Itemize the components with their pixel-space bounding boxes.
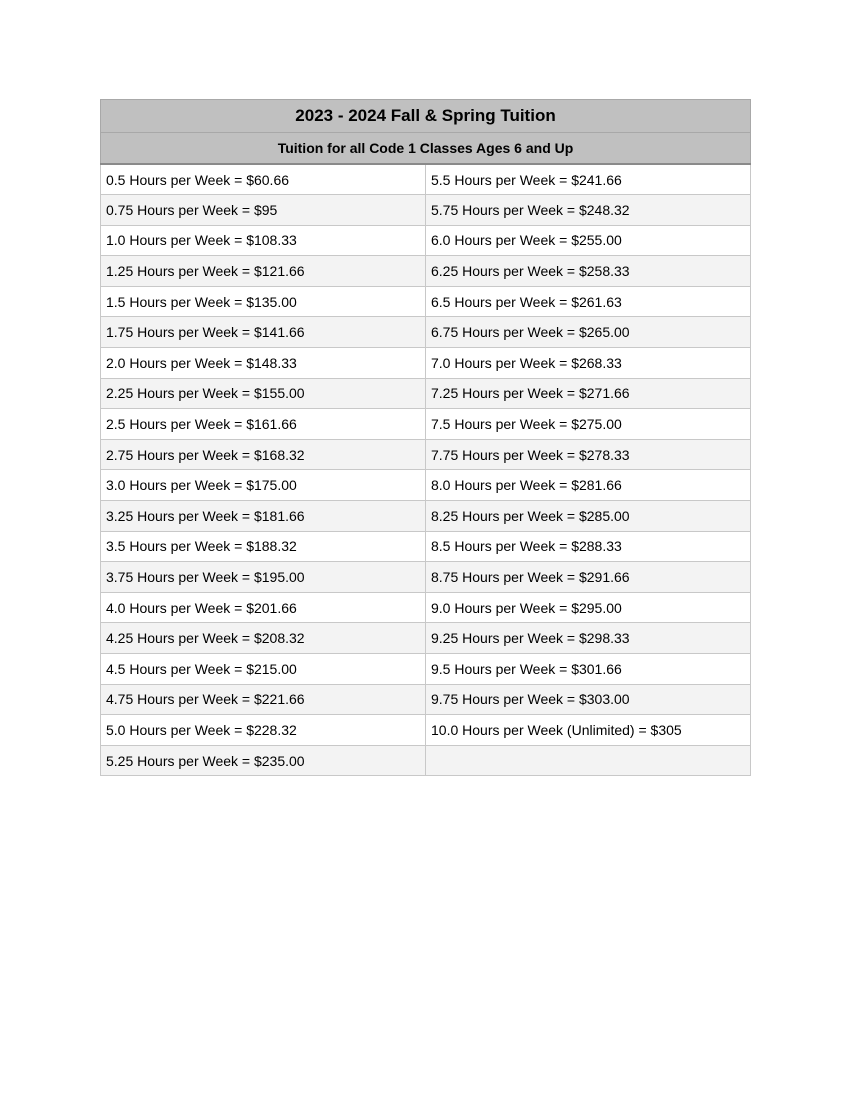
rate-cell-right: 8.0 Hours per Week = $281.66	[426, 470, 751, 501]
rate-cell-left: 0.75 Hours per Week = $95	[101, 195, 426, 226]
rate-cell-right: 8.25 Hours per Week = $285.00	[426, 501, 751, 532]
rate-cell-left: 1.0 Hours per Week = $108.33	[101, 225, 426, 256]
rate-cell-right: 7.75 Hours per Week = $278.33	[426, 439, 751, 470]
table-body	[101, 164, 751, 776]
rate-cell-right: 9.75 Hours per Week = $303.00	[426, 684, 751, 715]
rate-cell-left: 4.75 Hours per Week = $221.66	[101, 684, 426, 715]
rate-cell-left: 0.5 Hours per Week = $60.66	[101, 164, 426, 195]
table-row	[101, 715, 751, 746]
table-row	[101, 195, 751, 226]
rate-cell-left: 2.25 Hours per Week = $155.00	[101, 378, 426, 409]
table-row	[101, 164, 751, 195]
rate-cell-right: 10.0 Hours per Week (Unlimited) = $305	[426, 715, 751, 746]
table-row	[101, 286, 751, 317]
rate-cell-right: 7.25 Hours per Week = $271.66	[426, 378, 751, 409]
table-row	[101, 348, 751, 379]
rate-cell-right: 8.5 Hours per Week = $288.33	[426, 531, 751, 562]
table-row	[101, 225, 751, 256]
table-row	[101, 531, 751, 562]
rate-cell-left: 4.25 Hours per Week = $208.32	[101, 623, 426, 654]
table-subtitle: Tuition for all Code 1 Classes Ages 6 and Up	[101, 133, 751, 165]
table-row	[101, 745, 751, 776]
rate-cell-left: 2.5 Hours per Week = $161.66	[101, 409, 426, 440]
rate-cell-left: 2.75 Hours per Week = $168.32	[101, 439, 426, 470]
table-row	[101, 409, 751, 440]
rate-cell-left: 1.5 Hours per Week = $135.00	[101, 286, 426, 317]
rate-cell-left: 3.75 Hours per Week = $195.00	[101, 562, 426, 593]
table-title-row	[101, 100, 751, 133]
table-row	[101, 623, 751, 654]
rate-cell-right: 6.75 Hours per Week = $265.00	[426, 317, 751, 348]
rate-cell-right: 5.5 Hours per Week = $241.66	[426, 164, 751, 195]
rate-cell-right: 7.5 Hours per Week = $275.00	[426, 409, 751, 440]
rate-cell-left: 3.25 Hours per Week = $181.66	[101, 501, 426, 532]
rate-cell-left: 5.0 Hours per Week = $228.32	[101, 715, 426, 746]
table-row	[101, 654, 751, 685]
rate-cell-right: 9.0 Hours per Week = $295.00	[426, 592, 751, 623]
rate-cell-left: 1.25 Hours per Week = $121.66	[101, 256, 426, 287]
table-row	[101, 439, 751, 470]
rate-cell-left: 1.75 Hours per Week = $141.66	[101, 317, 426, 348]
table-row	[101, 317, 751, 348]
table-row	[101, 470, 751, 501]
table-row	[101, 501, 751, 532]
rate-cell-left: 3.0 Hours per Week = $175.00	[101, 470, 426, 501]
table-subtitle-row	[101, 133, 751, 165]
rate-cell-right: 7.0 Hours per Week = $268.33	[426, 348, 751, 379]
table-row	[101, 256, 751, 287]
rate-cell-right: 6.0 Hours per Week = $255.00	[426, 225, 751, 256]
rate-cell-left: 4.5 Hours per Week = $215.00	[101, 654, 426, 685]
rate-cell-left: 4.0 Hours per Week = $201.66	[101, 592, 426, 623]
rate-cell-left: 5.25 Hours per Week = $235.00	[101, 745, 426, 776]
table-row	[101, 592, 751, 623]
rate-cell-right: 9.5 Hours per Week = $301.66	[426, 654, 751, 685]
table-row	[101, 684, 751, 715]
rate-cell-left: 2.0 Hours per Week = $148.33	[101, 348, 426, 379]
rate-cell-right: 8.75 Hours per Week = $291.66	[426, 562, 751, 593]
rate-cell-left: 3.5 Hours per Week = $188.32	[101, 531, 426, 562]
tuition-table	[100, 99, 751, 776]
rate-cell-right: 6.25 Hours per Week = $258.33	[426, 256, 751, 287]
table-row	[101, 562, 751, 593]
table-title: 2023 - 2024 Fall & Spring Tuition	[101, 100, 751, 133]
rate-cell-right: 6.5 Hours per Week = $261.63	[426, 286, 751, 317]
rate-cell-right: 5.75 Hours per Week = $248.32	[426, 195, 751, 226]
table-row	[101, 378, 751, 409]
rate-cell-right: 9.25 Hours per Week = $298.33	[426, 623, 751, 654]
rate-cell-right	[426, 745, 751, 776]
